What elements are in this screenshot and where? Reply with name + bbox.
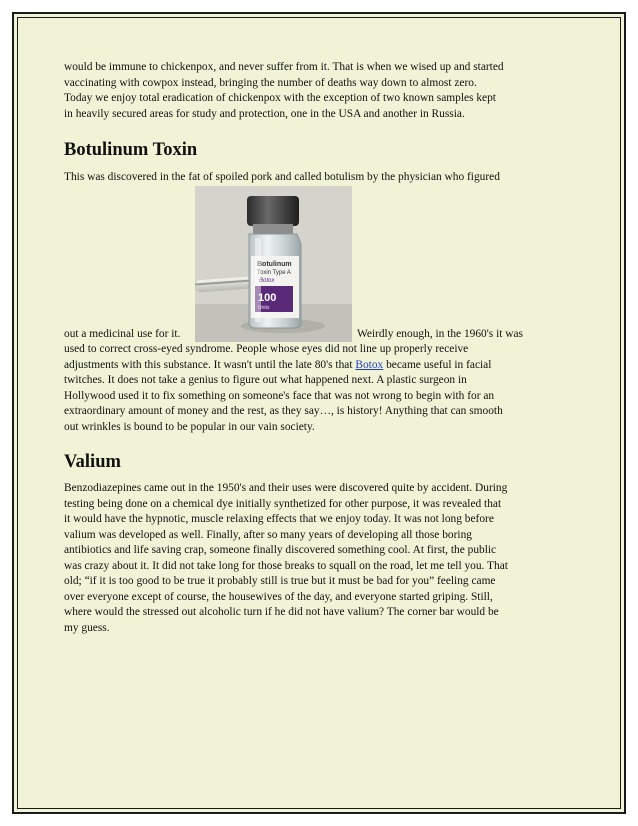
intro-line-3: Today we enjoy total eradication of chickenpox with the exception of two known samples kept bbox=[64, 92, 496, 104]
botulinum-line-5: twitches. It does not take a genius to figure out what happened next. A plastic surgeon in bbox=[64, 374, 467, 386]
valium-line-5: antibiotics and life saving crap, someone finally discovered something cool. At first, the public bbox=[64, 544, 497, 556]
valium-line-6: was crazy about it. It did not take long for those breaks to squall on the road, let me tell you. That bbox=[64, 559, 508, 572]
valium-line-1: Benzodiazepines came out in the 1950's and their uses were discovered quite by accident. During bbox=[64, 482, 508, 494]
valium-line-8: over everyone except of course, the housewives of the day, and everyone started griping. Still, bbox=[64, 590, 493, 603]
heading-valium: Valium bbox=[64, 452, 121, 472]
botulinum-line-2-right: Weirdly enough, in the 1960's it was bbox=[357, 327, 523, 340]
botulinum-line-1: This was discovered in the fat of spoiled pork and called botulism by the physician who figured bbox=[64, 171, 500, 183]
intro-line-4: in heavily secured areas for study and protection, one in the USA and another in Russia. bbox=[64, 107, 465, 120]
vial-label-brand-2: Toxin Type A bbox=[257, 269, 291, 276]
document-body bbox=[64, 60, 554, 636]
intro-line-1: would be immune to chickenpox, and never suffer from it. That is when we wised up and started bbox=[64, 61, 504, 73]
botulinum-line-6: Hollywood used it to fix something on someone's face that was not wrong to begin with for an bbox=[64, 389, 495, 402]
vial-label-units-text: Units bbox=[258, 304, 270, 311]
botulinum-line-7: extraordinary amount of money and the rest, as they say…, is history! Anything that can smooth bbox=[64, 405, 503, 417]
botulinum-line-8: out wrinkles is bound to be popular in our vain society. bbox=[64, 420, 315, 433]
botox-vial-image bbox=[195, 186, 352, 342]
botulinum-line-4 bbox=[64, 358, 554, 374]
botulinum-line-4-end: became useful in facial bbox=[383, 358, 492, 371]
botulinum-paragraph bbox=[64, 170, 554, 435]
botulinum-image-line bbox=[64, 260, 554, 343]
vial-label-brand-1: Botulinum bbox=[257, 260, 292, 268]
botox-vial-svg bbox=[195, 186, 352, 342]
vial-label-product: Botox bbox=[259, 277, 275, 284]
valium-paragraph bbox=[64, 481, 554, 636]
valium-line-4: valium was developed as well. Finally, after so many years of developing all those boring bbox=[64, 528, 472, 541]
botulinum-line-4-start: adjustments with this substance. It wasn't until the late 80's that bbox=[64, 358, 356, 371]
intro-line-2: vaccinating with cowpox instead, bringing the number of deaths way down to almost zero. bbox=[64, 76, 477, 89]
valium-line-9: where would the stressed out alcoholic turn if he did not have valium? The corner bar would be bbox=[64, 606, 499, 618]
botox-link[interactable]: Botox bbox=[355, 358, 384, 371]
heading-botulinum-toxin: Botulinum Toxin bbox=[64, 140, 198, 160]
valium-line-2: testing being done on a chemical dye initially synthetized for other purpose, it was revealed that bbox=[64, 497, 502, 510]
intro-paragraph bbox=[64, 60, 554, 122]
vial-label-units: 100 bbox=[258, 291, 277, 304]
botulinum-line-3: used to correct cross-eyed syndrome. People whose eyes did not line up properly receive bbox=[64, 343, 469, 355]
valium-line-7: old; “if it is too good to be true it probably still is true but it must be bad for you” feeling came bbox=[64, 575, 496, 587]
botulinum-line-2-left: out a medicinal use for it. bbox=[64, 327, 181, 340]
valium-line-3: it would have the hypnotic, muscle relaxing effects that we enjoy today. It was not long before bbox=[64, 513, 494, 525]
valium-line-10: my guess. bbox=[64, 621, 110, 634]
